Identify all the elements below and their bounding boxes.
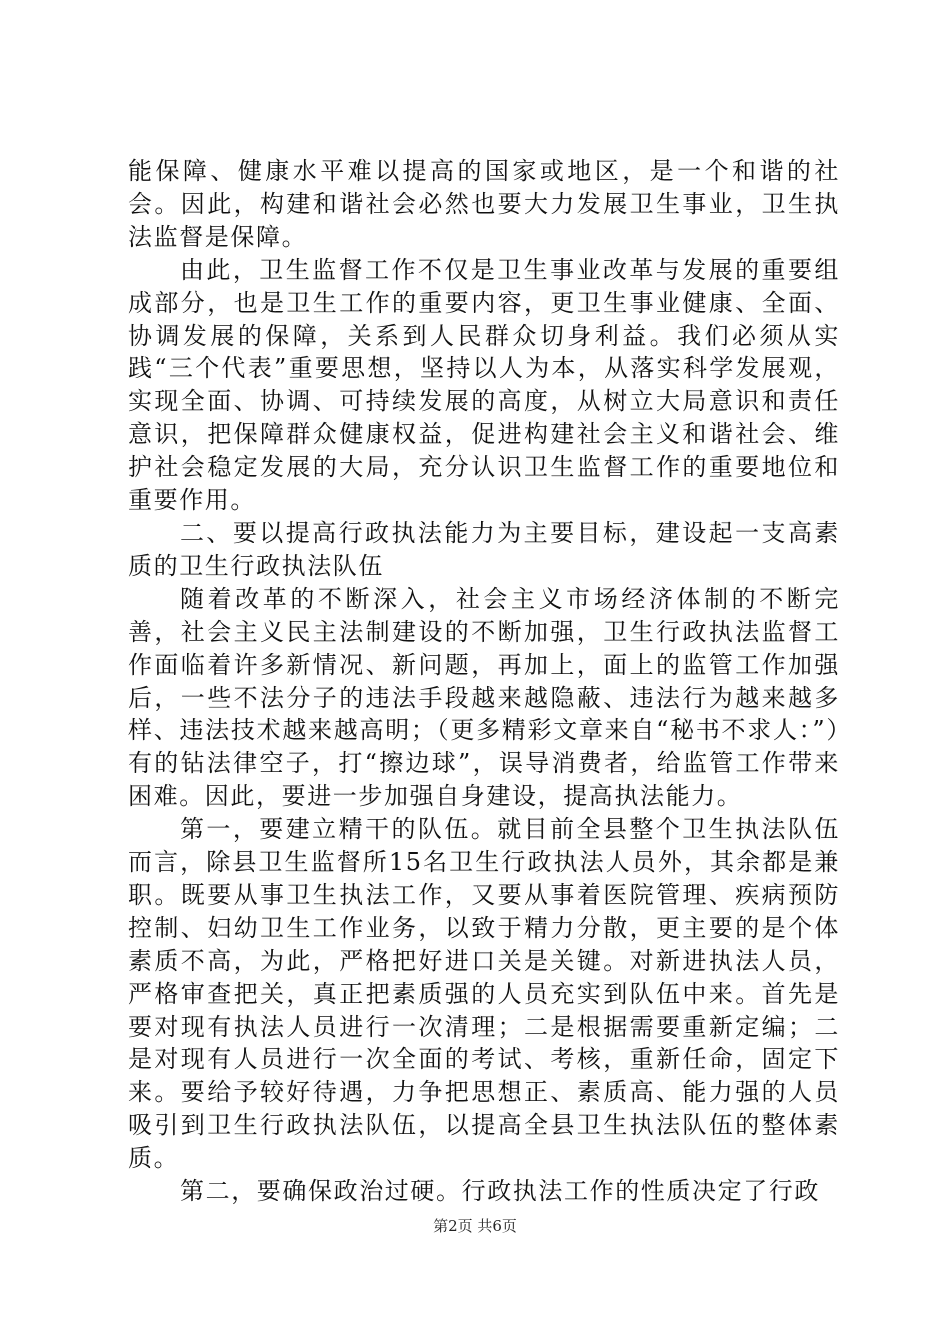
paragraph-3: 随着改革的不断深入，社会主义市场经济体制的不断完善，社会主义民主法制建设的不断加强，卫生行政执法监督工作面临着许多新情况、新问题，再加上，面上的监管工作加强后，一些不法分子的违法手段越来越隐蔽、违法行为越来越多样、违法技术越来越高明；（更多精彩文章来自“秘书不求人：”）有的钻法律空子，打“擦边球”，误导消费者，给监管工作带来困难。因此，要进一步加强自身建设，提高执法能力。 (128, 584, 840, 811)
paragraph-5: 第二，要确保政治过硬。行政执法工作的性质决定了行政 (180, 1177, 820, 1206)
paragraph-4: 第一，要建立精干的队伍。就目前全县整个卫生执法队伍而言，除县卫生监督所15名卫生行政执法人员外，其余都是兼职。既要从事卫生执法工作，又要从事着医院管理、疾病预防控制、妇幼卫生工作业务，以致于精力分散，更主要的是个体素质不高，为此，严格把好进口关是关键。对新进执法人员，严格审查把关，真正把素质强的人员充实到队伍中来。首先是要对现有执法人员进行一次清理；二是根据需要重新定编；二是对现有人员进行一次全面的考试、考核，重新任命，固定下来。要给予较好待遇，力争把思想正、素质高、能力强的人员吸引到卫生行政执法队伍，以提高全县卫生执法队伍的整体素质。 (128, 815, 840, 1173)
section-heading-2: 二、要以提高行政执法能力为主要目标，建设起一支高素质的卫生行政执法队伍 (128, 518, 840, 580)
document-body (128, 155, 840, 1208)
paragraph-1: 能保障、健康水平难以提高的国家或地区，是一个和谐的社会。因此，构建和谐社会必然也要大力发展卫生事业，卫生执法监督是保障。 (128, 157, 840, 251)
page-footer: 第2页 共6页 (433, 1217, 517, 1235)
paragraph-2: 由此，卫生监督工作不仅是卫生事业改革与发展的重要组成部分，也是卫生工作的重要内容，更卫生事业健康、全面、协调发展的保障，关系到人民群众切身利益。我们必须从实践“三个代表”重要思想，坚持以人为本，从落实科学发展观，实现全面、协调、可持续发展的高度，从树立大局意识和责任意识，把保障群众健康权益，促进构建社会主义和谐社会、维护社会稳定发展的大局，充分认识卫生监督工作的重要地位和重要作用。 (128, 255, 840, 515)
